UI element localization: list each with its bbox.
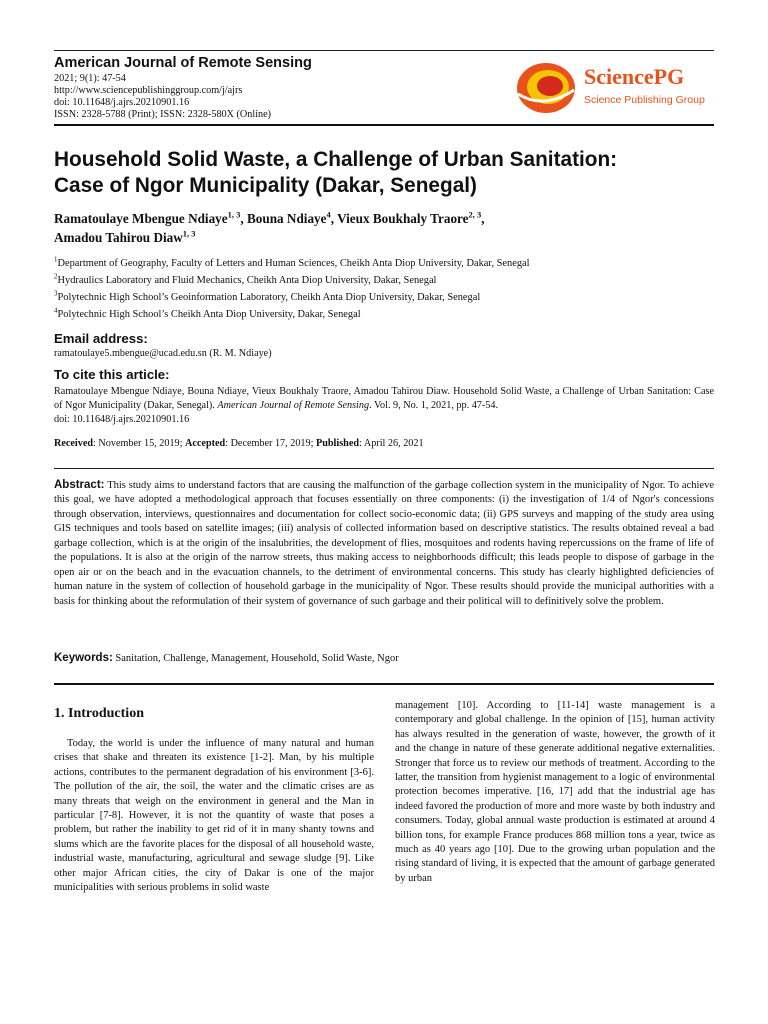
paper-title-line-1: Household Solid Waste, a Challenge of Urban Sanitation:: [54, 148, 618, 171]
author-affiliation-marker: 4: [326, 209, 331, 220]
abstract-block: [54, 478, 714, 609]
accepted-date: : December 17, 2019;: [225, 438, 316, 449]
author-name: Ramatoulaye Mbengue Ndiaye: [54, 211, 228, 226]
affiliation-item: [54, 255, 530, 269]
keywords-text: Sanitation, Challenge, Management, Household, Solid Waste, Ngor: [115, 653, 399, 664]
author-separator: ,: [481, 211, 485, 226]
sciencepg-logo-icon: [514, 60, 578, 116]
author-name: Vieux Boukhaly Traore: [337, 211, 469, 226]
author-separator: ,: [330, 211, 338, 226]
affiliation-item: [54, 289, 481, 303]
published-label: Published: [316, 438, 360, 449]
author-separator: ,: [240, 211, 247, 226]
citation-body: Ramatoulaye Mbengue Ndiaye, Bouna Ndiaye, Vieux Boukhaly Traore, Amadou Tahirou Diaw. Household Solid Waste, a Challenge of Urban Sanitation: Case of Ngor Municipality (Dakar, Senegal).: [54, 386, 714, 411]
abstract-text: This study aims to understand factors that are causing the malfunction of the garbage collection system in the municipality of Ngor. To achieve this goal, we have adopted a methodological approach that focuses essentially on three components: (i) the investigation of 1/4 of Ngor's concessions through observation, interviews, questionnaires and documentation for collect socio-economic data; (ii) GPS surveys and mapping of the study area using GIS techniques and tools based on satellite images; (iii) analysis of collected information based on descriptive statistics. The results obtained reveal a bad garbage collection, which is at the origin of the insalubrities, the development of flies, mosquitoes and rodents having repercussions on the frame of life of the populations. It is also at the origin of the narrow streets, thus making access to neighborhoods difficult; this leads people to dispose of garbage in the open air or on the beach and in the evacuation channels, to the detriment of environmental concerns. This study has clearly highlighted deficiencies of human nature in the system of collection of household garbage in the municipality of Ngor. These results should provide the municipal authorities with a basis for thinking about the reformulation of their system of governance of such garbage and their political will to definitively solve the problem.: [54, 480, 714, 607]
header-bottom-rule: [54, 124, 714, 126]
author-name: Amadou Tahirou Diaw: [54, 229, 183, 245]
affiliation-item: [54, 306, 361, 320]
paper-title-line-2: Case of Ngor Municipality (Dakar, Senegal): [54, 174, 477, 197]
doi-line: doi: 10.11648/j.ajrs.20210901.16: [54, 97, 190, 108]
issn-line: ISSN: 2328-5788 (Print); ISSN: 2328-580X (Online): [54, 109, 272, 120]
author-name: Bouna Ndiaye: [246, 211, 327, 226]
author-affiliation-marker: 2, 3: [468, 209, 482, 220]
affiliation-number: 1: [54, 255, 58, 264]
email-address[interactable]: ramatoulaye5.mbengue@ucad.edu.sn (R. M. Ndiaye): [54, 348, 272, 359]
accepted-label: Accepted: [185, 438, 226, 449]
logo-subtitle: Science Publishing Group: [584, 94, 705, 106]
sciencepg-logo: [514, 60, 714, 116]
volume-line: 2021; 9(1): 47-54: [54, 73, 126, 84]
introduction-right-column: management [10]. According to [11-14] waste management is a contemporary and global challenge. In the opinion of [15], human activity has always resulted in the generation of waste, however, the growth of it and the change in nature of these generate additional negative externalities. Stronger that force us to review our methods of treatment. According to the latter, the transition from hygienist management to a logic of environmental protection becomes imperative. [16, 17] add that the industrial age has indeed favored the production of more and more waste by both industry and consumers. Today, global annual waste production is estimated at around 4 billion tons, for example France produces 868 million tons a year, twice as much as 40 years ago [10]. Due to the growing urban population and the rising standard of living, it is expected that the amount of garbage generated by urban: [395, 700, 715, 884]
citation-journal: American Journal of Remote Sensing: [217, 400, 370, 411]
published-date: : April 26, 2021: [359, 438, 424, 449]
citation-volume: . Vol. 9, No. 1, 2021, pp. 47-54.: [369, 400, 499, 411]
abstract-label: Abstract:: [54, 479, 105, 491]
email-heading: Email address:: [54, 331, 148, 346]
logo-name: SciencePG: [584, 64, 685, 89]
keywords-label: Keywords:: [54, 652, 113, 664]
citation-text: [54, 385, 714, 427]
paper-title: [54, 147, 734, 199]
introduction-left-column: Today, the world is under the influence of many natural and human crises that shake and threaten its existence [1-2]. Man, by his multiple actions, contributes to the permanent degradation of his environment [3-6]. The pollution of the air, the soil, the water and the climatic crises are as many threats that weigh on the environment in general and the Man in particular [7-8]. However, it is not the quantity of waste that poses a problem, but rather the inability to get rid of it in many shanty towns and slums which are the favorite places for the disposal of all household waste, industrial waste, manufacturing, agricultural and sewage sludge [9]. Like other major African cities, the city of Dakar is one of the major municipalities with serious problems in solid waste: [54, 738, 374, 894]
keywords-block: [54, 652, 714, 664]
cite-heading: To cite this article:: [54, 367, 170, 382]
affiliation-item: [54, 272, 437, 286]
affiliation-text: Polytechnic High School’s Cheikh Anta Diop University, Dakar, Senegal: [57, 309, 361, 320]
abstract-bottom-rule: [54, 683, 714, 685]
author-affiliation-marker: 1, 3: [227, 209, 241, 220]
affiliation-number: 2: [54, 272, 58, 281]
header-top-rule: [54, 50, 714, 51]
affiliation-text: Hydraulics Laboratory and Fluid Mechanics, Cheikh Anta Diop University, Dakar, Senegal: [57, 275, 437, 286]
author-affiliation-marker: 1, 3: [182, 228, 196, 239]
introduction-heading: 1. Introduction: [54, 706, 144, 721]
author-list: [54, 210, 714, 247]
affiliation-text: Department of Geography, Faculty of Letters and Human Sciences, Cheikh Anta Diop University, Dakar, Senegal: [57, 258, 530, 269]
journal-title: American Journal of Remote Sensing: [54, 55, 312, 71]
affiliation-number: 3: [54, 289, 58, 298]
received-label: Received: [54, 438, 94, 449]
abstract-top-rule: [54, 468, 714, 469]
affiliation-text: Polytechnic High School’s Geoinformation Laboratory, Cheikh Anta Diop University, Dakar, Senegal: [57, 292, 481, 303]
affiliation-number: 4: [54, 306, 58, 315]
citation-doi: doi: 10.11648/j.ajrs.20210901.16: [54, 414, 190, 425]
received-date: : November 15, 2019;: [93, 438, 186, 449]
journal-url[interactable]: http://www.sciencepublishinggroup.com/j/ajrs: [54, 85, 243, 96]
publication-dates: [54, 437, 714, 451]
